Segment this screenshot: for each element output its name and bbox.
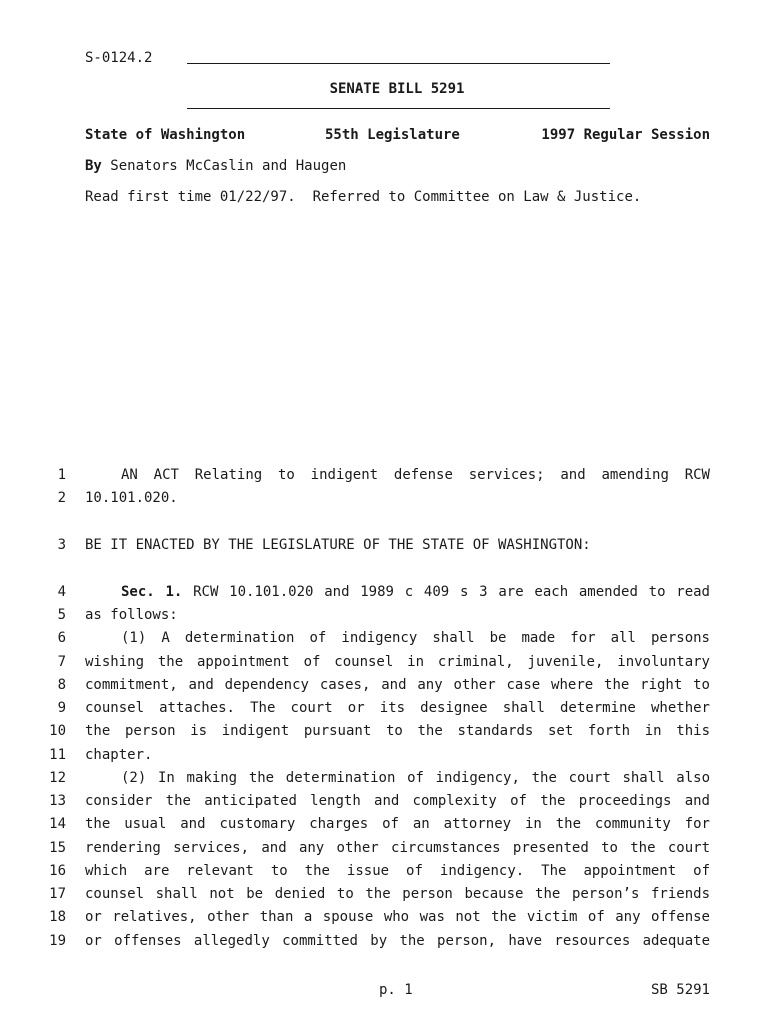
doc-code: S-0124.2 xyxy=(85,50,153,66)
line-number: 5 xyxy=(57,607,66,623)
body-line: counsel shall not be denied to the person because the person’s friends xyxy=(85,886,710,902)
body-line: wishing the appointment of counsel in criminal, juvenile, involuntary xyxy=(85,654,710,670)
state-label: State of Washington xyxy=(85,127,246,143)
reading-status: Read first time 01/22/97. Referred to Committee on Law & Justice. xyxy=(85,189,642,205)
line-number: 19 xyxy=(49,933,66,949)
body-line: (2) In making the determination of indigency, the court shall also xyxy=(121,770,710,786)
body-line: or offenses allegedly committed by the person, have resources adequate xyxy=(85,933,710,949)
line-number: 14 xyxy=(49,816,66,832)
body-line: commitment, and dependency cases, and any other case where the right to xyxy=(85,677,710,693)
line-number: 3 xyxy=(57,537,66,553)
line-number: 8 xyxy=(57,677,66,693)
enacting-clause: BE IT ENACTED BY THE LEGISLATURE OF THE STATE OF WASHINGTON: xyxy=(85,537,591,553)
body-line: or relatives, other than a spouse who was not the victim of any offense xyxy=(85,909,710,925)
line-number: 1 xyxy=(57,467,66,483)
bill-title: SENATE BILL 5291 xyxy=(329,81,465,97)
legislature-label: 55th Legislature xyxy=(325,127,460,143)
page-number: p. 1 xyxy=(379,982,413,998)
body-line: consider the anticipated length and complexity of the proceedings and xyxy=(85,793,710,809)
body-line: chapter. xyxy=(85,747,153,763)
sponsor-prefix: By xyxy=(85,158,102,174)
line-number: 13 xyxy=(49,793,66,809)
line-number: 10 xyxy=(49,723,66,739)
header-rule-top xyxy=(187,63,610,64)
line-number: 16 xyxy=(49,863,66,879)
line-number: 7 xyxy=(57,654,66,670)
body-line: the usual and customary charges of an attorney in the community for xyxy=(85,816,710,832)
bill-number-footer: SB 5291 xyxy=(650,982,710,998)
line-number: 11 xyxy=(49,747,66,763)
line-number: 6 xyxy=(57,630,66,646)
body-line: the person is indigent pursuant to the standards set forth in this xyxy=(85,723,710,739)
body-line: as follows: xyxy=(85,607,178,623)
body-line: RCW 10.101.020 and 1989 c 409 s 3 are each amended to read xyxy=(193,584,710,600)
body-line: counsel attaches. The court or its designee shall determine whether xyxy=(85,700,710,716)
header-rule-bottom xyxy=(187,108,610,109)
line-number: 2 xyxy=(57,490,66,506)
body-line: rendering services, and any other circumstances presented to the court xyxy=(85,840,710,856)
line-number: 12 xyxy=(49,770,66,786)
line-number: 18 xyxy=(49,909,66,925)
line-number: 17 xyxy=(49,886,66,902)
body-line: AN ACT Relating to indigent defense services; and amending RCW xyxy=(121,467,710,483)
section-label: Sec. 1. xyxy=(121,584,183,600)
session-label: 1997 Regular Session xyxy=(541,127,710,143)
sponsors: Senators McCaslin and Haugen xyxy=(110,158,347,174)
body-line: 10.101.020. xyxy=(85,490,178,506)
sponsors-line xyxy=(85,158,346,175)
line-number: 9 xyxy=(57,700,66,716)
section-heading-line xyxy=(85,584,710,601)
line-number: 15 xyxy=(49,840,66,856)
body-line: which are relevant to the issue of indigency. The appointment of xyxy=(85,863,710,879)
body-line: (1) A determination of indigency shall be made for all persons xyxy=(121,630,710,646)
line-number: 4 xyxy=(57,584,66,600)
